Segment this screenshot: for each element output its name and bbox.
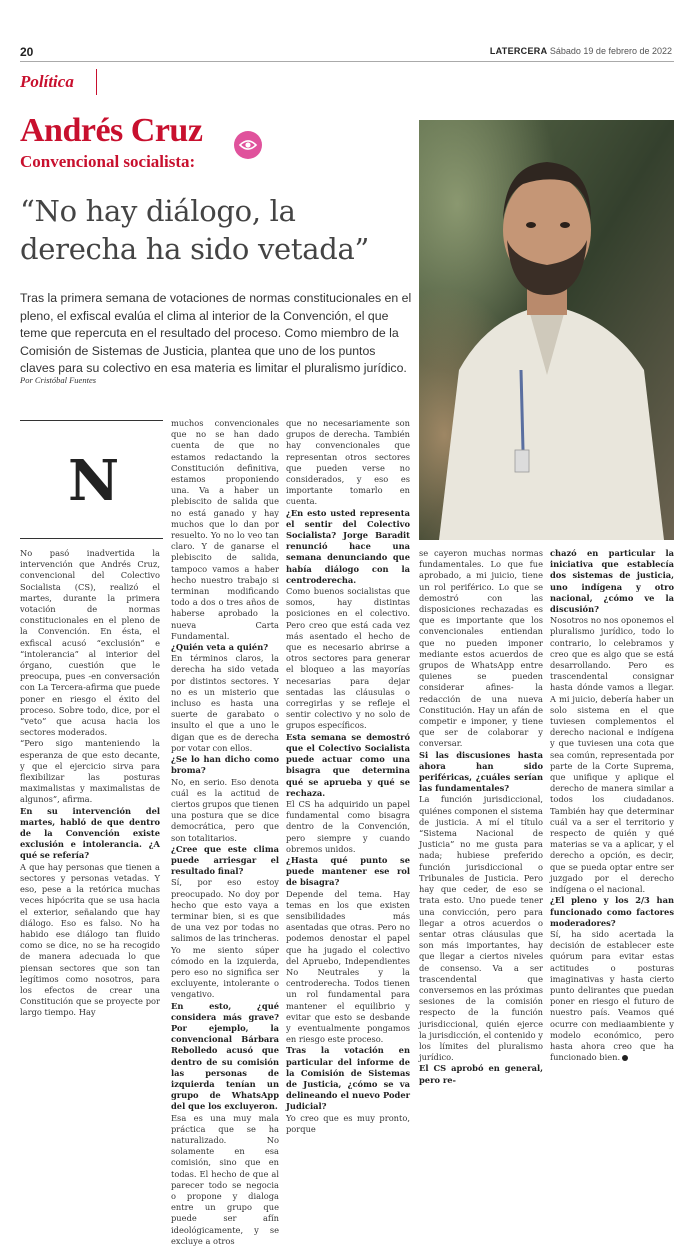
issue-date: Sábado 19 de febrero de 2022	[549, 46, 672, 56]
interview-question: ¿El pleno y los 2/3 han funcionado como factores moderadores?	[550, 895, 674, 928]
eye-icon	[234, 131, 262, 159]
article-lede: Tras la primera semana de votaciones de normas constitucionales en el pleno, el exfiscal evalúa el clima al interior de la Convención, el que teme que repercuta en el resultado del proceso. Como miembro de la Comisión de Sistemas de Justicia, plantea que uno de los puntos claves para su colectivo en esa materia es limitar el pluralismo jurídico.	[20, 291, 412, 375]
interview-question: ¿En esto usted representa el sentir del Colectivo Socialista? Jorge Baradit renunció hace una semana denunciando que había diálogo con la centroderecha.	[286, 507, 410, 585]
article-column-4	[419, 548, 543, 1086]
dropcap-letter: N	[68, 448, 120, 514]
interview-answer: Sí, por eso estoy preocupado. No doy por hecho que esto vaya a terminar bien, si es que de una vez por todas no salimos de las trincheras. Yo me siento súper cómodo en la izquierda, pero eso no significa ser excluyente, intolerante o vengativo.	[171, 877, 279, 1000]
dropcap-box	[20, 420, 163, 539]
interview-answer: que no necesariamente son grupos de derecha. También hay convencionales que representan otros sectores que pueden verse no considerados, y eso es importante tomarlo en cuenta.	[286, 418, 410, 507]
interview-question: ¿Quién veta a quién?	[171, 642, 269, 653]
header-rule	[20, 61, 674, 62]
interview-answer: Depende del tema. Hay temas en los que existen sensibilidades más asentadas que otras. Pero no podemos denostar el papel que ha jugado el colectivo del Apruebo, Independientes No Neutrales y la centroderecha. Todos tienen un rol fundamental para mantener el equilibrio y evitar que esto se desbande y eventualmente pongamos en riesgo este proceso.	[286, 888, 410, 1045]
byline: Por Cristóbal Fuentes	[20, 375, 97, 385]
dropcap-rule-bottom	[20, 538, 163, 539]
interview-answer: Yo creo que es muy pronto, porque	[286, 1112, 410, 1134]
interviewee-name: Andrés Cruz	[20, 112, 203, 149]
headline-subtitle: Convencional socialista:	[20, 152, 196, 171]
interview-answer: El CS ha adquirido un papel fundamental como bisagra dentro de la Convención, pero siempre y cuando obremos unidos.	[286, 798, 410, 854]
publication-dateline	[490, 46, 672, 56]
section-label: Política	[20, 72, 74, 91]
interview-question: En esto, ¿qué considera más grave? Por ejemplo, la convencional Bárbara Rebolledo acusó que dentro de su comisión las personas de izquierda tenían un grupo de WhatsApp del que los excluyeron.	[171, 1000, 279, 1112]
article-column-1	[20, 548, 160, 1019]
interview-question: ¿Se lo han dicho como broma?	[171, 754, 279, 776]
body-paragraph: “Pero sigo manteniendo la esperanza de que esto decante, y que el ejercicio sirva para flexibilizar las posturas maximalistas y maximalistas de algunos”, afirma.	[20, 738, 160, 805]
interview-answer: Como buenos socialistas que somos, hay distintas posiciones en el colectivo. Pero creo que está cada vez más asentado el hecho de que es necesario abrirse a otros sectores para generar el bloqueo a las mayorías necesarias para dejar sentadas las cláusulas o corregirlas y se refleje el sentir colectivo y no solo de grupos específicos.	[286, 586, 410, 731]
interview-answer: A que hay personas que tienen a sectores y personas vetadas. Y eso, pese a la retórica muchas veces hipócrita que se usa hacia el exterior, señalando que hay diálogo. Eso es falso. No ha habido ese diálogo tan fluido como se dice, no se ha recogido de manera adecuada lo que piensan sectores que son tan legítimos como nosotros, para los efectos de crear una Constitución que se proyecte por largo tiempo. Hay	[20, 861, 160, 1018]
portrait-photo	[419, 120, 674, 540]
interview-question: chazó en particular la iniciativa que establecía dos sistemas de justicia, uno indígena y otro nacional, ¿cómo ve la discusión?	[550, 548, 674, 615]
interview-question: Tras la votación en particular del informe de la Comisión de Sistemas de Justicia, ¿cómo se va delineando el nuevo Poder Judicial?	[286, 1045, 410, 1112]
interview-answer: Sí, ha sido acertada la decisión de establecer este quórum para evitar estas actitudes o posturas imaginativas y hasta cierto punto delirantes que puedan poner en riesgo el futuro de nuestro país. Veamos qué ocurre con mediaambiente y modelo económico, pero hasta ahora creo que ha funcionado bien.	[550, 928, 674, 1063]
body-paragraph: No pasó inadvertida la intervención que Andrés Cruz, convencional del Colectivo Socialista (CS), realizó el martes, durante la primera votación de normas constitucionales en el pleno de la Convención. En ésta, el exfiscal acusó “exclusión” e “intolerancia” al interior del órgano, cuestión que le preocupa, pues -en conversación con La Tercera-afirma que puede poner en riesgo el éxito del proceso. Sobre todo, dice, por el “veto” que acusa hacia los sectores moderados.	[20, 548, 160, 738]
interview-question: ¿Cree que este clima puede arriesgar el resultado final?	[171, 843, 279, 877]
end-dot-icon	[622, 1055, 628, 1061]
interview-question: El CS aprobó en general, pero re-	[419, 1063, 543, 1085]
interview-question: Esta semana se demostró que el Colectivo Socialista puede actuar como una bisagra que determina qué se aprueba y qué se rechaza.	[286, 731, 410, 798]
interview-question: ¿Hasta qué punto se puede mantener ese rol de bisagra?	[286, 854, 410, 888]
interview-answer: En términos claros, la derecha ha sido vetada por distintos sectores. Y no es un misterio que incluso es hasta una suerte de garabato o insulto el que a uno le digan que es de derecha por votar con ellos.	[171, 653, 279, 753]
interview-question: En su intervención del martes, habló de que dentro de la Convención existe exclusión e intolerancia. ¿A qué se refería?	[20, 805, 160, 861]
page-header	[0, 0, 694, 59]
interview-answer: Nosotros no nos oponemos el pluralismo jurídico, todo lo contrario, lo celebramos y creo que es algo que se está desarrollando. Pero es trascendental consignar hasta dónde vamos a llegar. A mi juicio, debería haber un solo sistema en el que tuviesen complementos el derecho nacional e indígena y que tuviesen una cota que sea común, representada por parte de la Corte Suprema, que unifique y aplique el derecho de manera similar a todos los ciudadanos. También hay que determinar cuál va a ser el territorio y respecto de quién y qué materias se va a aplicar, y el derecho a opción, es decir, que se pueda optar entre ser juzgado por el derecho indígena o el nacional.	[550, 615, 674, 895]
interview-question: Si las discusiones hasta ahora han sido periféricas, ¿cuáles serían las fundamentales?	[419, 749, 543, 794]
page-number: 20	[20, 45, 34, 59]
article-column-2	[171, 418, 279, 1247]
section-divider	[96, 69, 97, 95]
article-column-3	[286, 418, 410, 1135]
article-column-5	[550, 548, 674, 1063]
interview-answer: muchos convencionales que no se han dado cuenta de que no estamos redactando la Constitución definitiva, estamos proponiendo una. Va a haber un plebiscito de salida que no está ganado y hay muchos que lo dan por resuelto. Yo no lo veo tan claro. Y de ganarse el plebiscito de salida, tampoco vamos a haber hecho nuestro trabajo si terminan modificando todo a dos o tres años de haberse aprobado la nueva Carta Fundamental.	[171, 418, 279, 641]
publication-name: LATERCERA	[489, 46, 548, 56]
interview-answer: La función jurisdiccional, quiénes componen el sistema de justicia. A mí el título “Sistema Nacional de Justicia” no me gusta para nada; hubiese preferido función jurisdiccional o Tribunales de Justicia. Pero hay que ceder, de eso se trata esto. Uno puede tener una convicción, pero para llegar a otros acuerdos o sentar otras cláusulas que son más importantes, hay que llegar a ciertos niveles de consenso. Va a ser trascendental que conversemos en las próximas sesiones de la comisión respecto de la función jurisdiccional, quién ejerce la jurisdicción, el contenido y los límites del pluralismo jurídico.	[419, 794, 543, 1063]
interview-answer: Esa es una muy mala práctica que se ha naturalizado. No solamente en esa comisión, sino que en todas. El hecho de que al parecer todo se negocia o propone y dialoga entre un grupo que puede ser afín ideológicamente, y se excluye a otros	[171, 1112, 279, 1246]
interview-answer: No, en serio. Eso denota cuál es la actitud de ciertos grupos que tienen una postura que se dice democrática, pero que son totalitarios.	[171, 776, 279, 843]
dropcap-rule-top	[20, 420, 163, 421]
interview-answer: se cayeron muchas normas fundamentales. Lo que fue aprobado, a mi juicio, tiene un rol periférico. Lo que se demostró con las disposiciones rechazadas es que es importante que los convencionales entiendan que no pueden imponer mediante estos acuerdos de grupos de WhatsApp entre quienes se pueden considerar afines- la redacción de una nueva Constitución. Hay un afán de competir e imponer, y tiene que ser de colaborar y conversar.	[419, 548, 543, 749]
headline-quote: “No hay diálogo, la derecha ha sido vetada”	[20, 194, 370, 266]
